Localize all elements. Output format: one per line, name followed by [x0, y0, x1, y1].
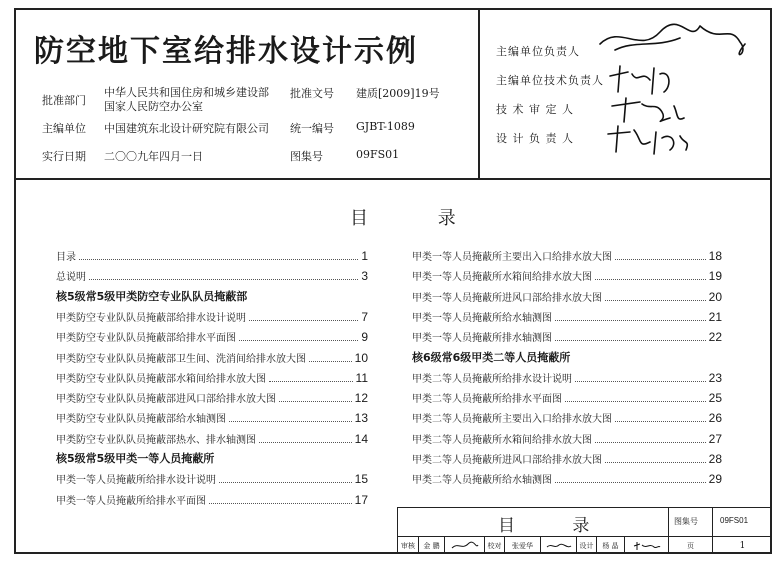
toc-entry-page: 22 — [708, 330, 722, 345]
atlas-no-value: 09FS01 — [356, 148, 400, 161]
toc-leader-dots — [279, 401, 352, 402]
editor-unit-value: 中国建筑东北设计研究院有限公司 — [104, 122, 269, 135]
toc-leader-dots — [259, 442, 352, 443]
toc-entry-page: 12 — [354, 391, 368, 406]
toc-entry-page: 21 — [708, 309, 722, 324]
toc-leader-dots — [79, 259, 358, 260]
toc-leader-dots — [555, 482, 706, 483]
atlas-title: 防空地下室给排水设计示例 — [34, 34, 418, 69]
approval-doc-label: 批准文号 — [290, 87, 334, 100]
toc-entry-page: 29 — [708, 472, 722, 487]
toc-entry[interactable] — [56, 324, 368, 344]
toc-entry-label: 甲类一等人员掩蔽所主要出入口给排水放大图 — [412, 252, 612, 263]
toc-entry[interactable] — [56, 263, 368, 283]
tb-review-label: 审核 — [401, 541, 415, 550]
sig-role-tech-reviewer: 技 术 审 定 人 — [496, 103, 574, 116]
toc-entry-label: 甲类防空专业队队员掩蔽部热水、排水轴测图 — [56, 434, 256, 446]
toc-leader-dots — [309, 361, 352, 362]
toc-entry[interactable] — [412, 284, 722, 304]
toc-entry[interactable] — [412, 243, 722, 263]
sig-role-design-lead: 设 计 负 责 人 — [496, 132, 574, 145]
approval-dept-value-1: 中华人民共和国住房和城乡建设部 — [104, 86, 269, 99]
toc-entry[interactable] — [412, 466, 722, 486]
toc-entry-label: 甲类防空专业队队员掩蔽部给排水平面图 — [56, 333, 236, 345]
toc-entry[interactable] — [56, 365, 368, 385]
tb-review-name: 金 鹏 — [418, 537, 444, 554]
toc-leader-dots — [269, 381, 353, 382]
effective-date-value: 二〇〇九年四月一日 — [104, 150, 203, 163]
unified-no-value: GJBT-1089 — [356, 120, 415, 133]
tb-check-signature — [540, 537, 576, 554]
title-block-title: 目 录 — [498, 516, 616, 536]
toc-entry-page: 23 — [708, 370, 722, 385]
toc-leader-dots — [565, 401, 706, 402]
toc-entry-label: 甲类一等人员掩蔽所给排水平面图 — [56, 495, 206, 507]
toc-entry-page: 18 — [708, 249, 722, 263]
toc-leader-dots — [239, 340, 358, 341]
toc-leader-dots — [555, 340, 706, 341]
toc-entry[interactable] — [56, 466, 368, 486]
toc-entry-page: 9 — [361, 330, 368, 345]
toc-entry[interactable] — [412, 385, 722, 405]
toc-leader-dots — [595, 279, 706, 280]
toc-entry[interactable] — [56, 243, 368, 263]
toc-section-heading: 核5级常5级甲类一等人员掩蔽所 — [56, 452, 215, 465]
toc-entry-page: 14 — [354, 431, 368, 446]
toc-entry-label: 甲类防空专业队队员掩蔽部给排水设计说明 — [56, 312, 246, 324]
toc-leader-dots — [219, 482, 352, 483]
toc-entry-page: 19 — [708, 269, 722, 284]
approval-dept-value-2: 国家人民防空办公室 — [104, 100, 203, 113]
toc-entry-page: 7 — [361, 309, 368, 324]
tb-page-value: 1 — [712, 537, 772, 554]
tb-check-name: 张爱华 — [504, 537, 540, 554]
toc-entry-label: 总说明 — [56, 272, 86, 284]
toc-entry-page: 28 — [708, 452, 722, 466]
toc-entry[interactable] — [412, 446, 722, 466]
toc-leader-dots — [595, 442, 706, 443]
atlas-no-label: 图集号 — [290, 150, 323, 163]
toc-leader-dots — [605, 300, 706, 301]
toc-entry-label: 甲类一等人员掩蔽所进风口部给排水放大图 — [412, 292, 602, 304]
tb-review-signature — [444, 537, 484, 554]
approval-doc-value: 建质[2009]19号 — [356, 87, 440, 100]
toc-entry[interactable] — [56, 345, 368, 365]
toc-leader-dots — [89, 279, 358, 280]
toc-entry[interactable] — [56, 405, 368, 425]
toc-leader-dots — [575, 381, 706, 382]
toc-entry-label: 甲类二等人员掩蔽所水箱间给排水放大图 — [412, 434, 592, 446]
toc-entry-label: 甲类一等人员掩蔽所给排水设计说明 — [56, 475, 216, 487]
handwritten-signatures — [580, 14, 770, 164]
toc-entry-label: 甲类二等人员掩蔽所进风口部给排水放大图 — [412, 455, 602, 466]
toc-entry-label: 甲类二等人员掩蔽所给水轴测图 — [412, 475, 552, 487]
toc-entry[interactable] — [412, 263, 722, 283]
toc-entry-label: 目录 — [56, 252, 76, 263]
tb-check-label: 校对 — [484, 537, 504, 554]
toc-leader-dots — [249, 320, 358, 321]
title-block — [397, 507, 772, 554]
toc-leader-dots — [615, 421, 706, 422]
toc-entry-page: 10 — [354, 350, 368, 365]
toc-entry[interactable] — [412, 365, 722, 385]
header-divider — [14, 178, 772, 180]
unified-no-label: 统一编号 — [290, 122, 334, 135]
toc-entry-page: 1 — [361, 249, 368, 263]
editor-unit-label: 主编单位 — [42, 122, 86, 135]
toc-section-heading: 核6级常6级甲类二等人员掩蔽所 — [412, 350, 571, 364]
effective-date-label: 实行日期 — [42, 150, 86, 163]
tb-design-label: 设计 — [576, 537, 596, 554]
title-block-atlas-value: 09FS01 — [720, 516, 749, 525]
tb-design-signature — [624, 537, 668, 554]
toc-leader-dots — [605, 462, 706, 463]
toc-entry-label: 甲类防空专业队队员掩蔽部水箱间给排水放大图 — [56, 373, 266, 385]
toc-entry-label: 甲类防空专业队队员掩蔽部进风口部给排水放大图 — [56, 394, 276, 406]
toc-entry-page: 13 — [354, 411, 368, 426]
sig-role-editor-tech-head: 主编单位技术负责人 — [496, 74, 604, 87]
toc-entry-page: 27 — [708, 431, 722, 446]
toc-entry-label: 甲类二等人员掩蔽所给排水设计说明 — [412, 373, 572, 385]
toc-section-heading: 核5级常5级甲类防空专业队队员掩蔽部 — [56, 289, 248, 303]
toc-entry-page: 25 — [708, 391, 722, 406]
toc-entry-label: 甲类一等人员掩蔽所水箱间给排水放大图 — [412, 272, 592, 284]
toc-leader-dots — [229, 421, 352, 422]
toc-leader-dots — [209, 503, 352, 504]
title-block-atlas-label: 图集号 — [674, 517, 698, 526]
toc-entry-page: 11 — [355, 370, 368, 385]
toc-entry[interactable] — [56, 426, 368, 446]
toc-entry-label: 甲类一等人员掩蔽所排水轴测图 — [412, 333, 552, 345]
toc-entry[interactable] — [412, 324, 722, 344]
toc-entry-label: 甲类防空专业队队员掩蔽部卫生间、洗消间给排水放大图 — [56, 353, 306, 365]
toc-entry-label: 甲类一等人员掩蔽所给水轴测图 — [412, 312, 552, 324]
toc-entry-page: 17 — [354, 492, 368, 507]
toc-entry-label: 甲类防空专业队队员掩蔽部给水轴测图 — [56, 414, 226, 426]
tb-page-label: 页 — [668, 537, 712, 554]
toc-title: 目 录 — [350, 208, 488, 229]
toc-entry-page: 26 — [708, 411, 722, 426]
toc-entry[interactable] — [412, 304, 722, 324]
toc-leader-dots — [615, 259, 706, 260]
toc-entry-page: 3 — [361, 269, 368, 284]
header-vertical-divider — [478, 8, 480, 179]
toc-entry[interactable] — [412, 405, 722, 425]
toc-entry-label: 甲类二等人员掩蔽所主要出入口给排水放大图 — [412, 414, 612, 426]
toc-entry[interactable] — [56, 304, 368, 324]
toc-entry-page: 15 — [354, 472, 368, 487]
sig-role-editor-unit-head: 主编单位负责人 — [496, 45, 580, 58]
toc-entry-page: 20 — [708, 289, 722, 304]
toc-entry[interactable] — [56, 487, 368, 507]
toc-leader-dots — [555, 320, 706, 321]
approval-dept-label: 批准部门 — [42, 94, 86, 107]
tb-design-name: 杨 晶 — [596, 537, 624, 554]
toc-entry[interactable] — [412, 426, 722, 446]
toc-entry-label: 甲类二等人员掩蔽所给排水平面图 — [412, 394, 562, 406]
toc-entry[interactable] — [56, 385, 368, 405]
